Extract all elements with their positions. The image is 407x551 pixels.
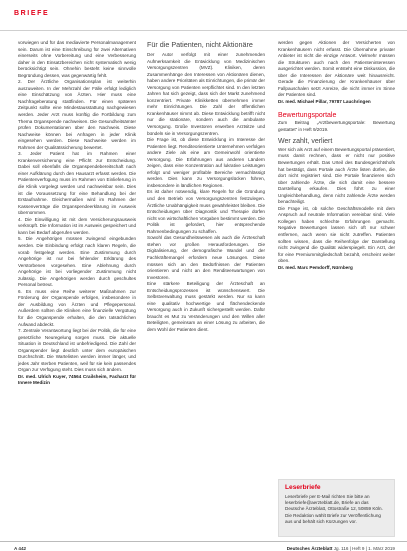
page-number: A 442 bbox=[14, 546, 27, 551]
footer-rule bbox=[0, 541, 407, 542]
column-2 bbox=[147, 40, 265, 334]
col2-paragraph: Der Autor verfolgt mit einer zunehmenden Aufmerksamkeit die Entwicklung von Medizinischen Versorgungszentren (MVZ). Kliniken, deren Zusammenhänge den Interessen von Aktionären dienen, haben andere Prioritäten als Einrichtungen, die primär der Versorgung von Patienten verpflichtet sind. In den letzten Jahren hat sich gezeigt, dass sich der Markt zunehmend konzentriert. Private Klinikketten übernehmen immer mehr Einrichtungen. Die Zahl der öffentlichen Krankenhäuser nimmt ab. Diese Entwicklung betrifft nicht nur die stationäre, sondern auch die ambulante Versorgung. Große Investoren erwerben Arztsitze und bündeln sie in Versorgungszentren. bbox=[147, 52, 265, 136]
letter-title: Wer zahlt, verliert bbox=[278, 137, 333, 145]
leserbriefe-infobox bbox=[278, 479, 395, 537]
col1-paragraph: 5. Die Angehörigen müssen zwingend eingebunden werden. Die Einbindung erfolgt nach klaren Regeln, die vorab festgelegt werden. Eine Zustimmung durch Angehörige ist nur bei fehlender Erklärung des Verstorbenen vorgesehen. Eine Ablehnung durch Angehörige ist bei vorliegender Zustimmung nicht zulässig. Die Angehörigen werden durch geschultes Personal betreut. bbox=[18, 236, 136, 288]
journal-name: Deutsches Ärzteblatt bbox=[286, 546, 333, 551]
col3-body-author: Dr. med. Marc Pemdorff, Nürnberg bbox=[278, 264, 353, 270]
section-subtitle: Zum Beitrag „Arztbewertungsportale: Bewertung gestattet“ in Heft 9/2019. bbox=[278, 120, 395, 132]
col1-paragraph: vorwiegen und für das mediavierte Personalmanagement sein. Darum ist eine Einschreibung für zwei Alternativen einerseits ohne Vorbereitung und eine Verbesserung daher in den Einsatzbereichen nicht systematisch wenig berücksichtigt sein. Ohnehin besteht keine sinnvolle Begründung dessen, was gegenwärtig fehlt. bbox=[18, 40, 136, 78]
section-label: BRIEFE bbox=[14, 10, 50, 17]
column-1 bbox=[18, 40, 136, 387]
header-rule bbox=[0, 30, 407, 31]
journal-issue: Jg. 116 | Heft 9 | 1. März 2019 bbox=[333, 546, 395, 551]
col1-paragraph: 7. Zentrale Verantwortung liegt bei der Politik, die für eine gesetzliche Neuregelung sorgen muss. Die aktuelle Situation in Deutschland ist unbefriedigend. Die Zahl der Organspender liegt deutlich unter dem europäischen Durchschnitt. Die Wartelisten werden immer länger, und jedes Jahr sterben Patienten, weil für sie kein passendes Organ zur Verfügung steht. Dies muss sich ändern. bbox=[18, 328, 136, 373]
col1-paragraph: 2. Der Ärztliche Organisationsplan ist weiterhin auszuweiten. In der Mehrzahl der Fälle erfolgt lediglich eine Einschätzung von Ärzten. Hier muss eine Nachfrageberatung stattfinden. Für einen späteren Zeitpunkt sollte eine Mindestausstattung nachgewiesen werden. Jeder Arzt muss künftig die Fortbildung zum Thema Organspende nachweisen. Die Gesundheitsämter prüfen Dokumentationen über den Nachweis. Diese Nachweise können bei Anfragen in jeder Klinik eingesehen werden. Diese Nachweise werden im Rahmen der Qualitätssicherung bewertet. bbox=[18, 79, 136, 150]
column-3 bbox=[278, 40, 395, 271]
section-title: Bewertungsportale bbox=[278, 112, 337, 120]
col2-paragraph: Eine stärkere Beteiligung der Ärzteschaft an Entscheidungsprozessen ist wünschenswert. Die Selbstverwaltung muss gestärkt werden. Nur so kann eine qualitativ hochwertige und flächendeckende Versorgung auch in Zukunft sichergestellt werden. Dafür braucht es Mut zu Veränderungen und den Willen aller Beteiligten, gemeinsam an einer Lösung zu arbeiten, die dem Wohl der Patienten dient. bbox=[147, 281, 265, 332]
col3-paragraph: Die Frage ist, ob solche Geschäftsmodelle mit dem Anspruch auf neutrale Information vereinbar sind. Viele Kollegen haben schlechte Erfahrungen gemacht. Negative Bewertungen lassen sich oft nur schwer entfernen, auch wenn sie nicht zutreffen. Patienten sollten wissen, dass die Reihenfolge der Darstellung nicht zwingend die Qualität widerspiegelt. Ein Arzt, der für eine Premiummitgliedschaft bezahlt, erscheint weiter oben. bbox=[278, 205, 395, 264]
col2-paragraph: Es ist daher notwendig, klare Regeln für die Gründung und den Betrieb von Versorgungszentren festzulegen. Ärztliche Unabhängigkeit muss gewährleistet bleiben. Die Entscheidungen über Diagnostik und Therapie dürfen nicht von wirtschaftlichen Vorgaben bestimmt werden. Die Politik ist gefordert, hier entsprechende Rahmenbedingungen zu schaffen. bbox=[147, 189, 265, 234]
col2-paragraph: Die Frage ist, ob diese Entwicklung im Interesse der Patienten liegt. Renditeorientierte Unternehmen verfolgen andere Ziele als eine am Gemeinwohl orientierte Versorgung. Die Erfahrungen aus anderen Ländern zeigen, dass eine Konzentration auf lukrative Leistungen erfolgt und weniger profitable Bereiche vernachlässigt werden. Dies kann zu Versorgungslücken führen, insbesondere in ländlichen Regionen. bbox=[147, 137, 265, 188]
col3-intro: werden gegen Aktionen der Versicherten von Krankenhäusern nicht erfasst. Die Übernahme privater Anbieter ist nicht die einzige Antwort. Vielmehr müssen die Strukturen auch nach den Patienteninteressen ausgerichtet werden. Somit entsteht eine Diskussion, die über die Interessen der Aktionäre weit hinausreicht. Gerade die Finanzierung der Krankenhäuser über Fallpauschalen setzt Anreize, die nicht immer im Sinne der Patienten sind. bbox=[278, 40, 395, 98]
infobox-text: Leserbriefe per E-Mail richten Sie bitte an leserbriefe@aerzteblatt.de, Briefe an das Deutsche Ärzteblatt, Ottostraße 12, 50859 Köln. Die Redaktion wählt Briefe zur Veröffentlichung aus und behält sich Kürzungen vor. bbox=[285, 494, 383, 524]
infobox-title: Leserbriefe bbox=[285, 484, 321, 491]
journal-info bbox=[287, 546, 395, 551]
col3-paragraph: Wer sich als Arzt auf einem Bewertungsportal präsentiert, muss damit rechnen, dass er nicht nur positive Bewertungen erhält. Das Urteil des Bundesgerichtshofs hat bestätigt, dass Portale auch Ärzte listen dürfen, die dort nicht registriert sind. Die Portale finanzieren sich über zahlende Ärzte, die sich damit eine bessere Darstellung erkaufen. Dies führt zu einer Ungleichbehandlung, denn nicht zahlende Ärzte werden benachteiligt. bbox=[278, 146, 395, 205]
col3-intro-author: Dr. med. Michael Pillar, 79787 Lauchringen bbox=[278, 98, 371, 104]
col1-author: Dr. med. Ulrich Kuyer, 74564 Crailsheim, Facharzt für Innere Medizin bbox=[18, 373, 136, 386]
letter-title: Für die Patienten, nicht Aktionäre bbox=[147, 40, 253, 49]
col2-paragraph: Sowohl das Gesundheitswesen als auch die Ärzteschaft stehen vor großen Herausforderungen. Die Digitalisierung, der demografische Wandel und der Fachkräftemangel erfordern neue Lösungen. Diese müssen sich an den Bedürfnissen der Patienten orientieren und nicht an den Renditeerwartungen von Investoren. bbox=[147, 235, 265, 280]
col1-paragraph: 3. Jeder Patient hat im Rahmen einer Krankenversicherung eine Pflicht zur Entscheidung. Dabei soll ebenfalls die Organspendebereitschaft nach einer Aufklärung durch den Hausarzt erfasst werden. Die Patientenverfügung muss im Rahmen von Einlieferung in die Klinik vorgelegt werden und nachweisbar sein. Dies ist die Voraussetzung für eine Behandlung bei der Erstaufnahme. Gleichermaßen wird im Rahmen der Kassenverträge die Organspendeerklärung im Ausweis übernommen. bbox=[18, 151, 136, 216]
col1-paragraph: 6. Es muss eine Reihe weiterer Maßnahmen zur Förderung der Organspende erfolgen, insbesondere in der Ausbildung von Ärzten und Pflegepersonal. Außerdem sollten die Kliniken eine finanzielle Vergütung für die Organspende erhalten, die den tatsächlichen Aufwand abdeckt. bbox=[18, 288, 136, 327]
col1-paragraph: 4. Die Einwilligung ist mit dem Versicherungsausweis verknüpft. Die Information ist im Ausweis gespeichert und kann bei Bedarf abgerufen werden. bbox=[18, 216, 136, 235]
